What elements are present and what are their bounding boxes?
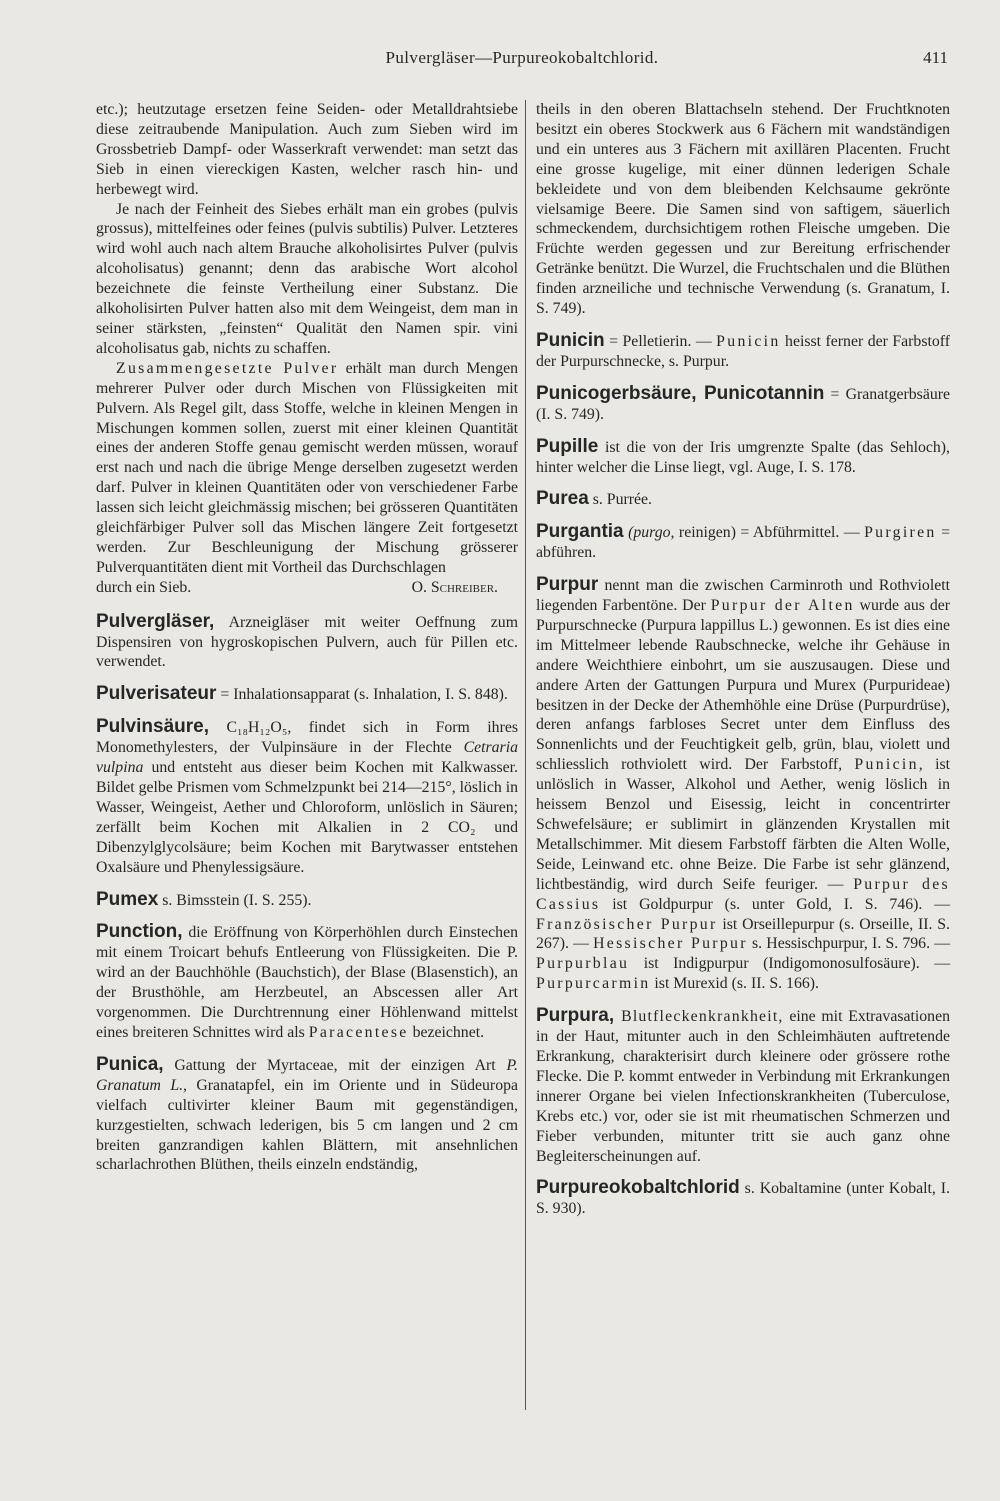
headword: Pupille [536,435,599,457]
left-column [96,100,518,1175]
paragraph-compound-powder: Zusammengesetzte Pulver erhält man durch Mengen mehrerer Pulver oder durch Mischen von Flüssigkeiten mit Pulvern. Als Regel gilt, dass Stoffe, welche in kleinen Mengen in Mischungen kommen sollen, zuerst mit einer kleinen Quantität eines der anderen Stoffe genau gemischt werden müssen, worauf erst nach und nach die übrige Menge derselben zugesetzt werden darf. Pulver in kleinen Quantitäten oder von verschiedener Farbe lassen sich leicht gleichmässig mischen; bei grösseren Quantitäten gleichfärbiger Pulver soll das Mischen längere Zeit fortgesetzt werden. Zur Beschleunigung der Mischung grösserer Pulverquantitäten dient mit Vortheil das Durchschlagen [96,359,519,576]
entry-punicin: Punicin = Pelletierin. — Punicin heisst ferner der Farbstoff der Purpurschnecke, s. Purpur. [536,329,950,370]
headword: Pulvergläser, [96,610,215,632]
headword: Purpureokobaltchlorid [536,1177,740,1199]
entry-punicogerbsaeure: Punicogerbsäure, Punicotannin = Granatgerbsäure (I. S. 749). [536,382,950,423]
headword: Punicin [536,329,605,351]
running-header [96,48,948,78]
author-signature: O. Schreiber. [411,578,498,596]
entry-purgantia: Purgantia (purgo, reinigen) = Abführmittel. — Purgiren = abführen. [536,521,951,562]
entry-pulvinsaeure: Pulvinsäure, C₁₈H₁₂O₅, findet sich in Form ihres Monomethylesters, der Vulpinsäure in der Flechte Cetraria vulpina und entsteht aus dieser beim Kochen mit Kalkwasser. Bildet gelbe Prismen vom Schmelzpunkt bei 214—215°, löslich in Wasser, Weingeist, Aether und Chloroform, unlöslich in Säuren; zerfällt beim Kochen mit Alkalien in 2 CO₂ und Dibenzylglycolsäure; beim Kochen mit Barytwasser entstehen Oxalsäure und Phenylessigsäure. [96,716,518,876]
headword: Punica, [96,1053,164,1075]
entry-purpura: Purpura, Blutfleckenkrankheit, eine mit Extravasationen in der Haut, mitunter auch in den Schleimhäuten auftretende Erkrankung, charakterisirt durch kleinere oder grössere rothe Flecke. Die P. kommt entweder in Verbindung mit Erkrankungen innerer Organe bei vielen Infectionskrankheiten (Tuberculose, Krebs etc.) vor, oder sie ist mit rheumatischen Schmerzen und Fieber verbunden, mitunter tritt sie auch ganz ohne Begleiterscheinungen auf. [536,1005,950,1165]
chemical-formula: C₁₈H₁₂O₅, [209,719,292,737]
entry-punction: Punction, die Eröffnung von Körperhöhlen durch Einstechen mit einem Troicart behufs Entleerung von Flüssigkeiten. Die P. wird an der Bauchhöhle (Bauchstich), der Blase (Blasenstich), an der Brusthöhle, am Herzbeutel, an Abscessen aller Art vorgenommen. Die Durchtrennung einer Höhlenwand mittelst eines breiteren Schnittes wird als Paracentese bezeichnet. [96,921,518,1041]
paragraph-punica-continued: theils in den oberen Blattachseln stehend. Der Fruchtknoten besitzt ein oberes Stockwerk aus 6 Fächern mit wandständigen und ein unteres aus 3 Fächern mit axillären Placenten. Frucht eine grosse kugelige, mit einer dünnen lederigen Schale bekleidete und von dem bleibenden Kelchsaume gekrönte vielsamige Beere. Die Samen sind von saftigem, säuerlich schmeckendem, durchsichtigem rothen Fleische umgeben. Die Früchte werden gegessen und zur Bereitung erfrischender Getränke benützt. Die Wurzel, die Fruchtschalen und die Blüthen finden arzneiliche und technische Verwendung (s. Granatum, I. S. 749). [536,101,950,318]
headword: Punicogerbsäure, Punicotannin [536,382,825,404]
entry-purpureokobaltchlorid: Purpureokobaltchlorid s. Kobaltamine (unter Kobalt, I. S. 930). [536,1177,950,1218]
entry-purpur: Purpur nennt man die zwischen Carminroth und Rothviolett liegenden Farbentöne. Der Purpur der Alten wurde aus der Purpurschnecke (Purpura lappillus L.) gewonnen. Es ist dies eine im Mittelmeer lebende Raubschnecke, welche ihr Gehäuse in andere Weichthiere einbohrt, um sie auszusaugen. Diese und andere Arten der Gattungen Purpura und Murex (Purpurideae) besitzen in der Decke der Athemhöhle eine Drüse (Purpurdrüse), deren anfangs farbloses Secret unter dem Einfluss des Sonnenlichts und der Feuchtigkeit gelb, grün, blau, violett und schliesslich rothviolett wird. Der Farbstoff, Punicin, ist unlöslich in Wasser, Alkohol und Aether, wenig löslich in heissem Benzol und Eisessig, leicht in concentrirter Schwefelsäure; er sublimirt in glänzenden Krystallen mit Metallschimmer. Mit diesem Farbstoff färbten die Alten Wolle, Seide, Leinwand etc. ohne Beize. Die Farbe ist sehr glänzend, lichtbeständig, wird durch Seife feuriger. — Purpur des Cassius ist Goldpurpur (s. unter Gold, I. S. 746). — Französischer Purpur ist Orseillepurpur (s. Orseille, II. S. 267). — Hessischer Purpur s. Hessischpurpur, I. S. 796. — Purpurblau ist Indigpurpur (Indigomonosulfosäure). — Purpurcarmin ist Murexid (s. II. S. 166). [536,574,950,993]
entry-pulverisateur: Pulverisateur = Inhalationsapparat (s. Inhalation, I. S. 848). [96,683,508,705]
headword: Purpura, [536,1005,615,1027]
headword: Punction, [96,921,183,943]
paragraph-sieve: etc.); heutzutage ersetzen feine Seiden- oder Metalldrahtsiebe diese zeitraubende Manipulation. Auch zum Sieben wird im Grossbetrieb Dampf- oder Wasserkraft verwendet: man setzt das Sieb in einen viereckigen Kasten, welcher rasch hin- und herbewegt wird. [96,101,518,198]
spaced-term: Zusammengesetzte Pulver [116,359,339,377]
signature-line: durch ein Sieb. O. Schreiber. [96,578,498,596]
page-number: 411 [923,48,948,67]
headword: Purpur [536,574,599,596]
entry-pumex: Pumex s. Bimsstein (I. S. 255). [96,888,312,910]
headword: Purgantia [536,521,624,543]
paragraph-fineness: Je nach der Feinheit des Siebes erhält man ein grobes (pulvis grossus), mittelfeines oder feines (pulvis subtilis) Pulver. Letzteres wird wohl auch nach altem Brauche alkoholisirtes Pulver (pulvis alcoholisatus) genannt; denn das arabische Wort alcohol bezeichnete die feinste Vertheilung einer Substanz. Die alkoholisirten Pulver hatten also mit dem Weingeist, dem man in seiner stärksten, „feinsten“ Qualität den Namen spir. vini alcoholisatus gab, nichts zu schaffen. [96,200,518,357]
headword: Pulverisateur [96,683,217,705]
entry-punica: Punica, Gattung der Myrtaceae, mit der einzigen Art P. Granatum L., Granatapfel, ein im Oriente und in Südeuropa vielfach cultivirter kleiner Baum mit gegenständigen, kurzgestielten, schwach lederigen, bis 5 cm langen und 2 cm breiten ganzrandigen kahlen Blättern, mit ansehnlichen scharlachrothen Blüthen, theils einzeln endständig, [96,1053,518,1174]
headword: Pumex [96,888,159,910]
headword: Pulvinsäure, [96,716,209,738]
column-divider [525,100,526,1410]
entry-pulverglaeser: Pulvergläser, Arzneigläser mit weiter Oeffnung zum Dispensiren von hygroskopischen Pulvern, auch für Pillen etc. verwendet. [96,610,518,671]
header-title: Pulvergläser—Purpureokobaltchlorid. [385,48,659,67]
headword: Purea [536,488,589,510]
right-column [536,100,950,1219]
entry-purea: Purea s. Purrée. [536,488,652,510]
entry-pupille: Pupille ist die von der Iris umgrenzte Spalte (das Sehloch), hinter welcher die Linse liegt, vgl. Auge, I. S. 178. [536,435,950,476]
